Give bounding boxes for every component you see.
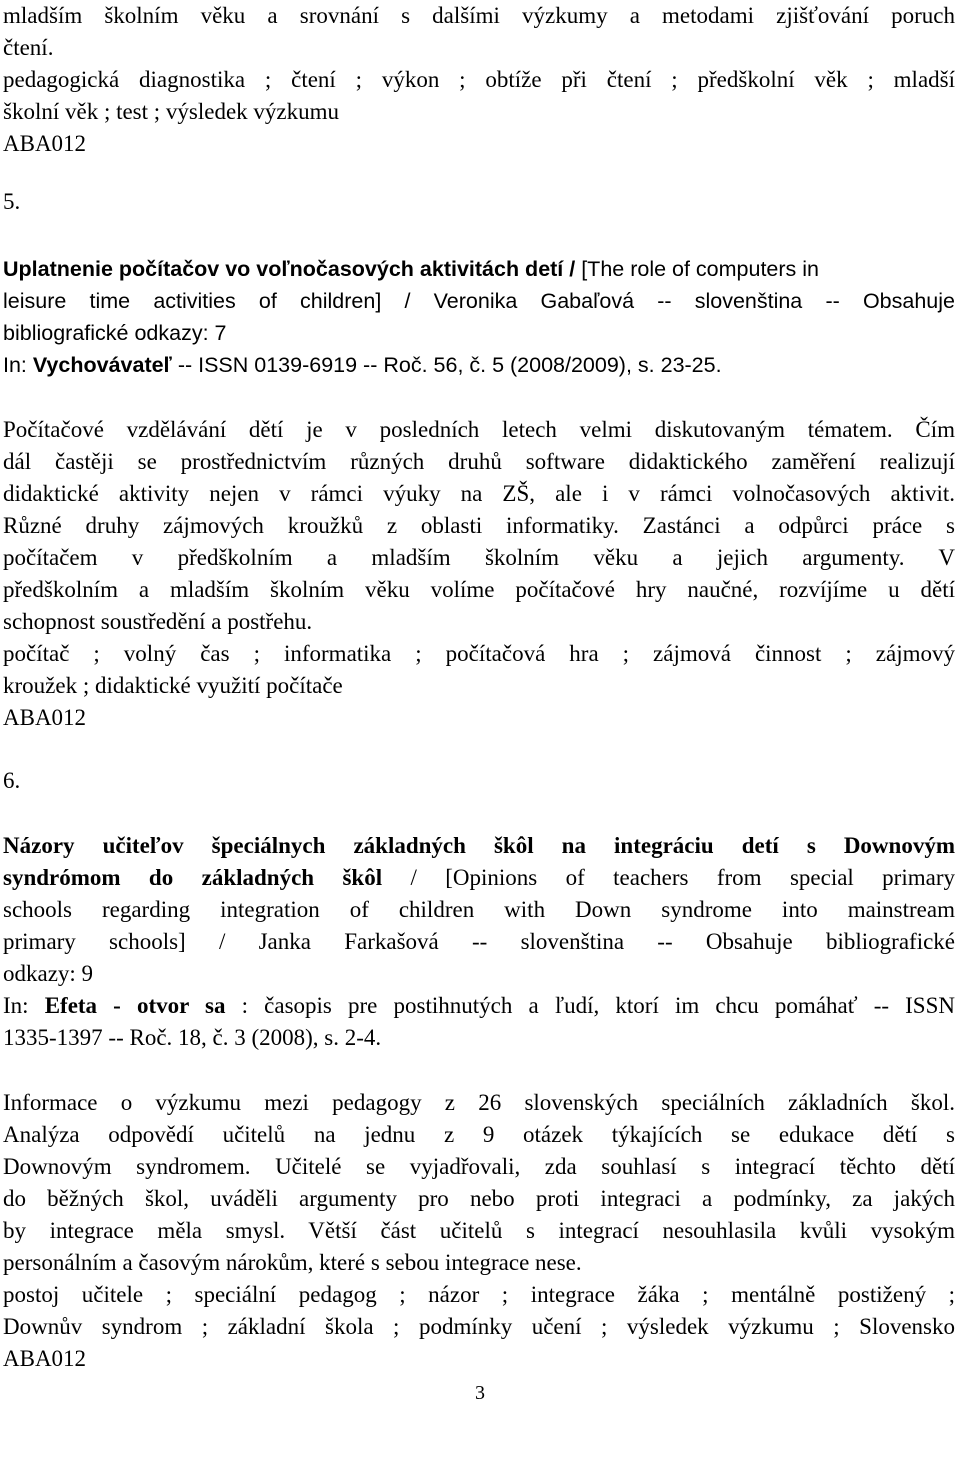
abstract-line: personálním a časovým nárokům, které s sebou integrace nese.: [3, 1250, 582, 1275]
abstract-line: mladším školním věku a srovnání s dalšími výzkumy a metodami zjišťování poruch: [3, 3, 955, 28]
source-prefix: In:: [3, 993, 45, 1018]
record-number: 5.: [3, 189, 21, 214]
abstract-line: schopnost soustředění a postřehu.: [3, 609, 313, 634]
abstract-line: čtení.: [3, 35, 54, 60]
abstract-line: Počítačové vzdělávání dětí je v posledních letech velmi diskutovaným tématem. Čím: [3, 417, 955, 442]
source-details: -- ISSN 0139-6919 -- Roč. 56, č. 5 (2008/2009), s. 23-25.: [171, 353, 722, 377]
abstract-line: didaktické aktivity nejen v rámci výuky na ZŠ, ale i v rámci volnočasových aktivit.: [3, 481, 955, 506]
abstract-line: do běžných škol, uváděli argumenty pro nebo proti integraci a podmínky, za jakých: [3, 1186, 955, 1211]
keywords-line: kroužek ; didaktické využití počítače: [3, 673, 343, 698]
abstract-line: dál častěji se prostřednictvím různých druhů software didaktického zaměření realizují: [3, 449, 955, 474]
record-source-line: 1335-1397 -- Roč. 18, č. 3 (2008), s. 2-4.: [3, 1025, 382, 1050]
record-code: ABA012: [3, 131, 87, 156]
record-reference-line: odkazy: 9: [3, 961, 94, 986]
record-title: Názory učiteľov špeciálnych základných škôl na integráciu detí s Downovým: [3, 833, 955, 858]
page-number: 3: [475, 1382, 485, 1404]
record-reference-line: leisure time activities of children] / Veronika Gabaľová -- slovenština -- Obsahuje: [3, 289, 955, 313]
record-reference-line: schools regarding integration of children with Down syndrome into mainstream: [3, 897, 955, 922]
abstract-line: počítačem v předškolním a mladším školním věku a jejich argumenty. V: [3, 545, 955, 570]
source-prefix: In:: [3, 353, 33, 377]
abstract-line: by integrace měla smysl. Větší část učitelů s integrací nesouhlasila kvůli vysokým: [3, 1218, 955, 1243]
record-source-line: [3, 349, 955, 381]
record-code: ABA012: [3, 1346, 87, 1371]
abstract-line: Downovým syndromem. Učitelé se vyjadřovali, zda souhlasí s integrací těchto dětí: [3, 1154, 955, 1179]
keywords-line: počítač ; volný čas ; informatika ; počítačová hra ; zájmová činnost ; zájmový: [3, 641, 955, 666]
source-journal: Efeta - otvor sa: [44, 993, 226, 1018]
keywords-line: školní věk ; test ; výsledek výzkumu: [3, 99, 340, 124]
record-reference-line: bibliografické odkazy: 7: [3, 321, 227, 345]
record-title: Uplatnenie počítačov vo voľnočasových aktivitách detí /: [3, 257, 576, 281]
source-details: : časopis pre postihnutých a ľudí, ktorí im chcu pomáhať -- ISSN: [225, 993, 955, 1018]
abstract-line: Různé druhy zájmových kroužků z oblasti informatiky. Zastánci a odpůrci práce s: [3, 513, 955, 538]
record-title-translation: [The role of computers in: [575, 257, 820, 281]
record-title-line: [3, 253, 955, 285]
keywords-line: pedagogická diagnostika ; čtení ; výkon ; obtíže při čtení ; předškolní věk ; mladší: [3, 67, 955, 92]
keywords-line: Downův syndrom ; základní škola ; podmínky učení ; výsledek výzkumu ; Slovensko: [3, 1314, 955, 1339]
source-journal: Vychovávateľ: [32, 353, 172, 377]
abstract-line: Analýza odpovědí učitelů na jednu z 9 otázek týkajících se edukace dětí s: [3, 1122, 955, 1147]
abstract-line: Informace o výzkumu mezi pedagogy z 26 slovenských speciálních základních škol.: [3, 1090, 955, 1115]
record-title-line: [3, 862, 955, 894]
keywords-line: postoj učitele ; speciální pedagog ; názor ; integrace žáka ; mentálně postižený ;: [3, 1282, 955, 1307]
record-reference-line: primary schools] / Janka Farkašová -- slovenština -- Obsahuje bibliografické: [3, 929, 955, 954]
record-title: syndrómom do základných škôl: [3, 865, 383, 890]
abstract-line: předškolním a mladším školním věku volíme počítačové hry naučné, rozvíjíme u dětí: [3, 577, 955, 602]
record-source-line: [3, 990, 955, 1022]
record-code: ABA012: [3, 705, 87, 730]
record-number: 6.: [3, 768, 21, 793]
record-title-translation: / [Opinions of teachers from special primary: [382, 865, 955, 890]
